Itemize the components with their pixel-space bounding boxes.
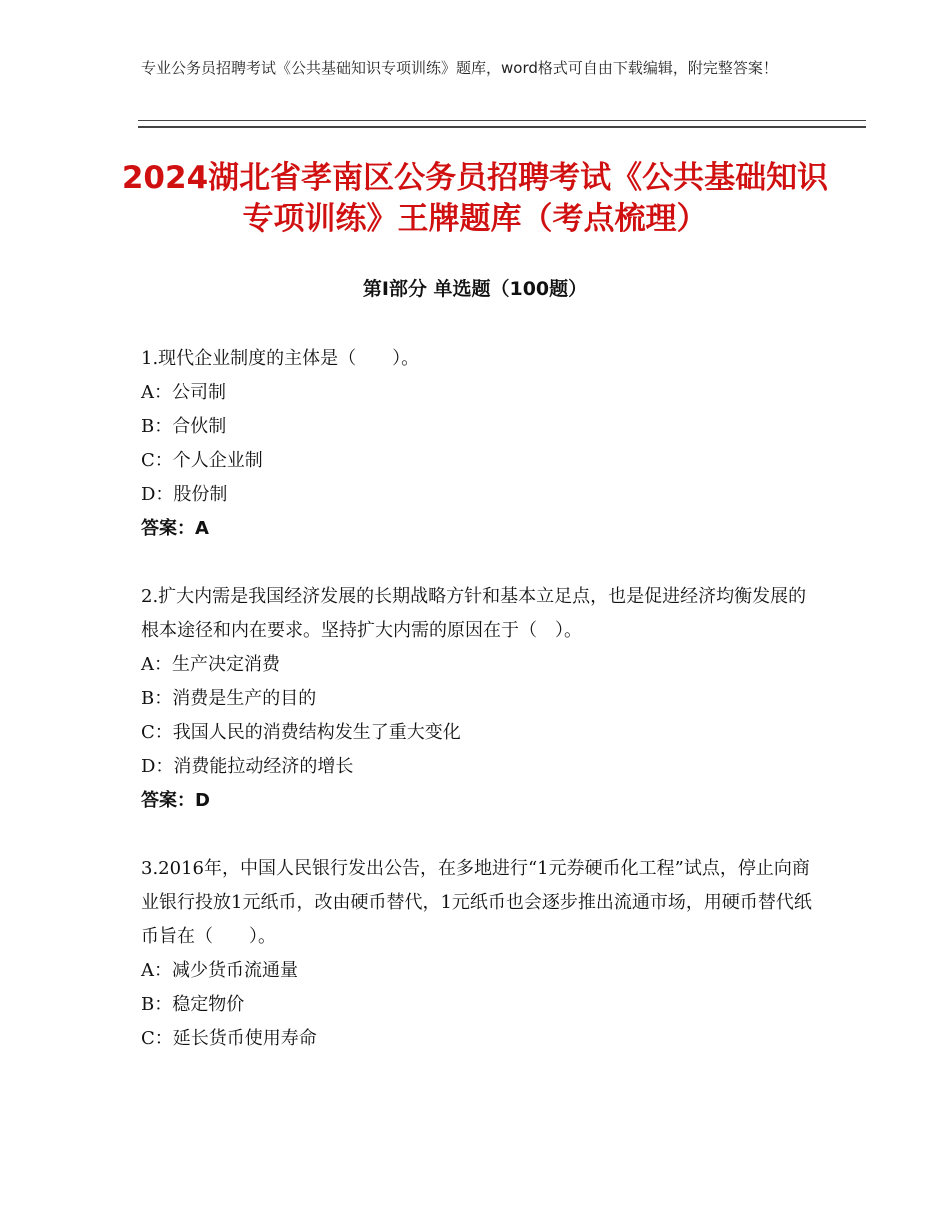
option-d: D：消费能拉动经济的增长 [141,756,354,777]
document-title: 2024湖北省孝南区公务员招聘考试《公共基础知识专项训练》王牌题库（考点梳理） [121,160,829,237]
option-b: B：合伙制 [141,416,227,437]
answer: 答案：A [141,518,209,539]
question-stem: 2.扩大内需是我国经济发展的长期战略方针和基本立足点，也是促进经济均衡发展的根本途径和内在要求。坚持扩大内需的原因在于（ ）。 [141,586,807,641]
option-b: B：稳定物价 [141,994,245,1015]
option-c: C：延长货币使用寿命 [141,1028,317,1049]
section-title: 第Ⅰ部分 单选题（100题） [362,278,588,300]
answer: 答案：D [141,790,210,811]
question-2 [141,580,813,818]
option-a: A：生产决定消费 [141,654,280,675]
question-list [141,342,813,1090]
question-1 [141,342,813,546]
option-c: C：个人企业制 [141,450,263,471]
option-c: C：我国人民的消费结构发生了重大变化 [141,722,461,743]
question-3 [141,852,813,1056]
header-divider [138,120,866,128]
option-d: D：股份制 [141,484,228,505]
question-stem: 3.2016年，中国人民银行发出公告，在多地进行“1元券硬币化工程”试点，停止向商业银行投放1元纸币，改由硬币替代，1元纸币也会逐步推出流通市场，用硬币替代纸币旨在（ ）。 [141,858,812,947]
header-note: 专业公务员招聘考试《公共基础知识专项训练》题库，word格式可自由下载编辑，附完整答案！ [141,59,778,77]
option-a: A：公司制 [141,382,226,403]
option-a: A：减少货币流通量 [141,960,298,981]
question-stem: 1.现代企业制度的主体是（ ）。 [141,348,420,369]
option-b: B：消费是生产的目的 [141,688,317,709]
